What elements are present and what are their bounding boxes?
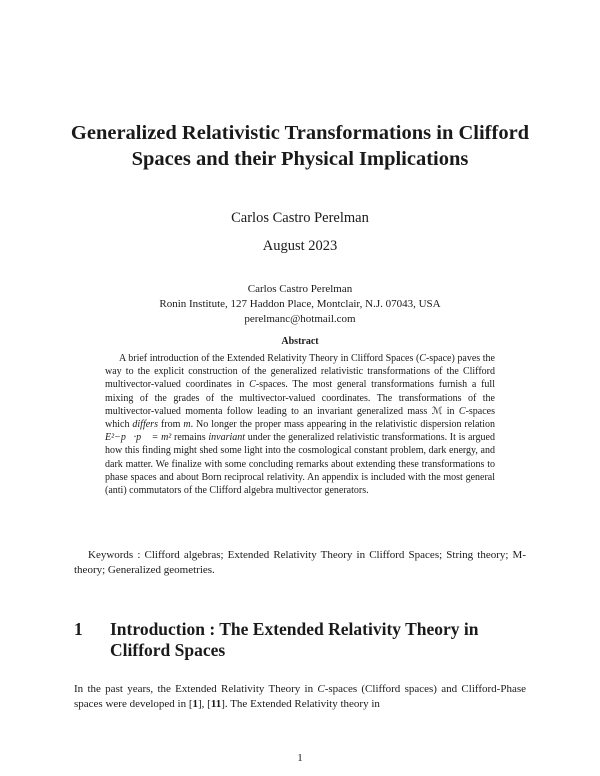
paper-title: Generalized Relativistic Transformations in Clifford Spaces and their Physical Implications (70, 122, 530, 170)
section-heading (74, 619, 526, 661)
abstract-heading: Abstract (281, 336, 319, 347)
affiliation-email: perelmanc@hotmail.com (244, 313, 356, 325)
abstract-text: A brief introduction of the Extended Relativity Theory in Clifford Spaces (C-space) paves the way to the explicit construction of the generalized relativistic transformations of the Clifford multivector-valued coordinates in C-spaces. The most general transformations furnish a full mixing of the grades of the multivector-valued coordinates. The transformations of the multivector-valued momenta follow leading to an invariant generalized mass ℳ in C-spaces which differs from m. No longer the proper mass appearing in the relativistic dispersion relation E²−p⃗·p⃗ = m² remains invariant under the generalized relativistic transformations. It is argued how this finding might shed some light into the cosmological constant problem, dark energy, and dark matter. We finalize with some concluding remarks about extending these transformations to phase spaces and about Born reciprocal relativity. An appendix is included with the most general (anti) commutators of the Clifford algebra multivector generators. (105, 353, 495, 497)
author-name: Carlos Castro Perelman (231, 210, 369, 226)
keywords: Keywords : Clifford algebras; Extended Relativity Theory in Clifford Spaces; String theory; M-theory; Generalized geometries. (74, 549, 526, 576)
affiliation-block (0, 282, 600, 327)
citation-link[interactable]: 1 (192, 698, 199, 710)
page-number: 1 (297, 752, 303, 764)
intro-paragraph: In the past years, the Extended Relativity Theory in C-spaces (Clifford spaces) and Clifford-Phase spaces were developed in [1], [11]. The Extended Relativity theory in (74, 683, 526, 710)
publication-date: August 2023 (262, 238, 338, 254)
dispersion-equation: E²−p⃗·p⃗ = m² (105, 432, 172, 444)
section-title: Introduction : The Extended Relativity Theory in Clifford Spaces (110, 619, 479, 660)
section-number: 1 (74, 619, 83, 639)
affiliation-institute: Ronin Institute, 127 Haddon Place, Montclair, N.J. 07043, USA (159, 298, 441, 310)
affiliation-name: Carlos Castro Perelman (247, 283, 353, 295)
citation-link[interactable]: 11 (210, 698, 222, 710)
